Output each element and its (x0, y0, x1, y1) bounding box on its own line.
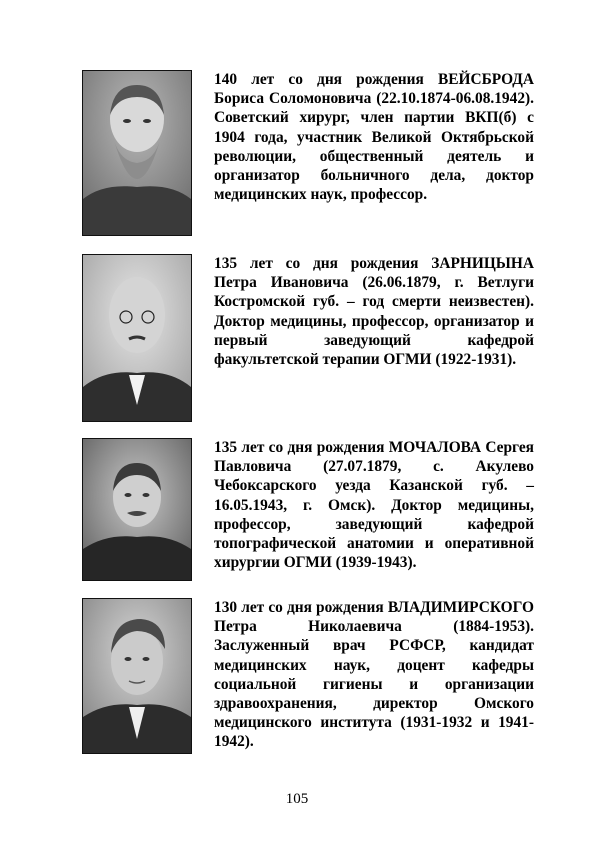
portrait-photo (82, 438, 192, 581)
portrait-photo (82, 598, 192, 754)
portrait-photo (82, 254, 192, 422)
entry-text: 135 лет со дня рождения ЗАРНИЦЫНА Петра Ивановича (26.06.1879, г. Ветлуги Костромской губ. – год смерти неизвестен). Доктор медицины, профессор, организатор и первый заведующий кафедрой факультетской терапии ОГМИ (1922-1931). (214, 255, 534, 369)
entry-text: 140 лет со дня рождения ВЕЙСБРОДА Бориса Соломоновича (22.10.1874-06.08.1942). Советский хирург, член партии ВКП(б) с 1904 года, участник Великой Октябрьской революции, общественный деятель и организатор больничного дела, доктор медицинских наук, профессор. (214, 71, 534, 204)
portrait-photo (82, 70, 192, 236)
entry-weisbrod (82, 70, 534, 236)
entry-mochalov (82, 438, 534, 581)
entry-zarnitsyn (82, 254, 534, 422)
entry-text: 130 лет со дня рождения ВЛАДИМИРСКОГО Петра Николаевича (1884-1953). Заслуженный врач РСФСР, кандидат медицинских наук, доцент кафедры социальной гигиены и организации здравоохранения, директор Омского медицинского института (1931-1932 и 1941-1942). (214, 599, 534, 751)
entry-text: 135 лет со дня рождения МОЧАЛОВА Сергея Павловича (27.07.1879, с. Акулево Чебоксарского уезда Казанской губ. – 16.05.1943, г. Омск). Доктор медицины, профессор, заведующий кафедрой топографической анатомии и оперативной хирургии ОГМИ (1939-1943). (214, 439, 534, 572)
page-number: 105 (285, 791, 309, 807)
entry-vladimirsky (82, 598, 534, 754)
